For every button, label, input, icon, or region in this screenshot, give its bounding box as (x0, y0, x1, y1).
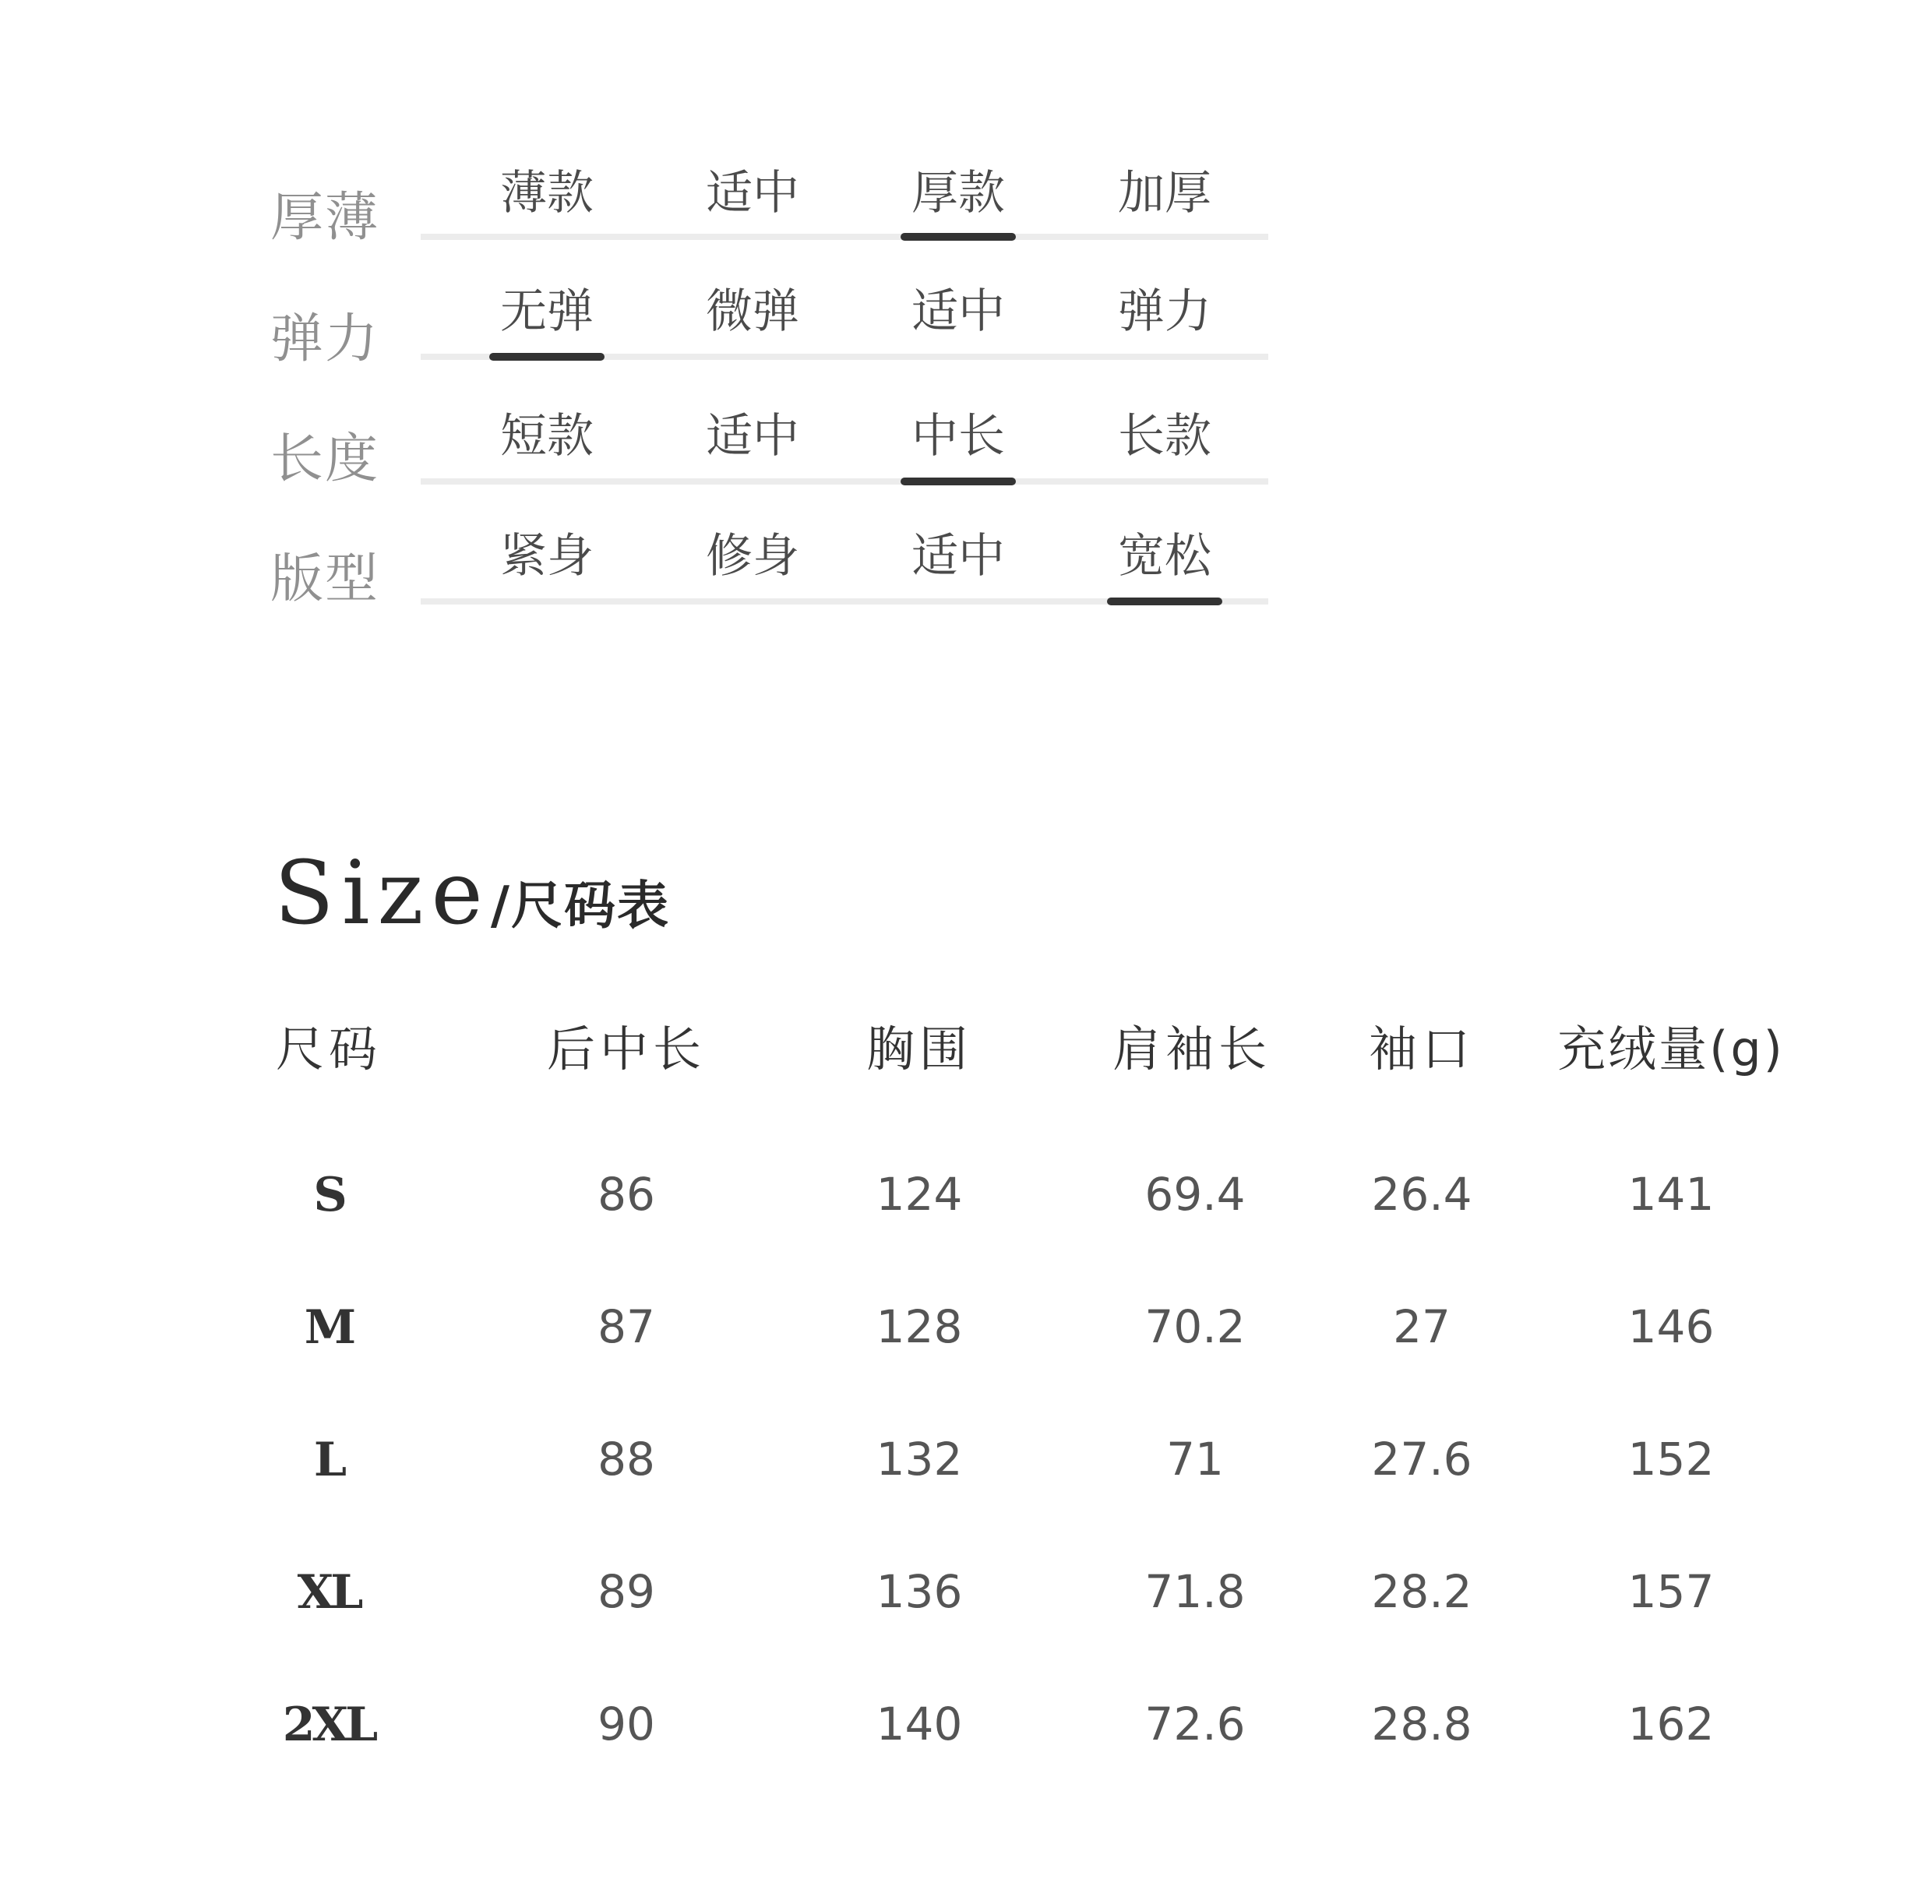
size-cell: L (313, 1433, 344, 1487)
attribute-option: 加厚 (1118, 166, 1211, 220)
attribute-option: 薄款 (500, 166, 594, 220)
table-cell: 27 (1393, 1300, 1451, 1353)
table-cell: 27.6 (1371, 1433, 1472, 1486)
size-cell: M (304, 1300, 354, 1355)
attribute-label: 版型 (270, 548, 380, 610)
attribute-track (421, 478, 1268, 485)
table-cell: 72.6 (1144, 1698, 1246, 1751)
table-cell: 89 (598, 1565, 655, 1618)
table-cell: 146 (1627, 1300, 1715, 1353)
attribute-option: 紧身 (500, 529, 594, 584)
attribute-selected-marker (901, 233, 1016, 241)
table-cell: 71 (1166, 1433, 1224, 1486)
table-cell: 28.2 (1371, 1565, 1472, 1618)
attribute-option: 短款 (500, 409, 594, 464)
table-cell: 70.2 (1144, 1300, 1246, 1353)
column-header: 袖口 (1368, 1021, 1475, 1077)
size-cell: XL (297, 1565, 361, 1620)
table-cell: 136 (876, 1565, 963, 1618)
table-cell: 88 (598, 1433, 655, 1486)
table-cell: 157 (1627, 1565, 1715, 1618)
table-cell: 152 (1627, 1433, 1715, 1486)
table-cell: 86 (598, 1168, 655, 1221)
column-header: 胸围 (866, 1021, 972, 1077)
table-cell: 162 (1627, 1698, 1715, 1751)
table-cell: 69.4 (1144, 1168, 1246, 1221)
attribute-option: 适中 (911, 529, 1005, 584)
column-header: 尺码 (275, 1021, 382, 1077)
size-chart-title (274, 843, 670, 944)
attribute-selected-marker (489, 353, 605, 361)
size-title-cn: /尺码表 (490, 875, 670, 936)
table-cell: 26.4 (1371, 1168, 1472, 1221)
attribute-selected-marker (1107, 598, 1222, 605)
table-cell: 132 (876, 1433, 963, 1486)
table-cell: 87 (598, 1300, 655, 1353)
attribute-option: 适中 (911, 284, 1005, 339)
attribute-label: 厚薄 (270, 187, 380, 249)
table-cell: 140 (876, 1698, 963, 1751)
size-cell: S (313, 1168, 344, 1222)
table-cell: 124 (876, 1168, 963, 1221)
attribute-track (421, 234, 1268, 240)
attribute-option: 无弹 (500, 284, 594, 339)
size-title-en: Size (274, 843, 491, 944)
attribute-option: 适中 (706, 409, 799, 464)
column-header: 充绒量(g) (1557, 1021, 1785, 1077)
attribute-option: 中长 (911, 409, 1005, 464)
attribute-selected-marker (901, 478, 1016, 485)
attribute-option: 长款 (1118, 409, 1211, 464)
attribute-label: 弹力 (270, 309, 380, 370)
attribute-option: 厚款 (911, 166, 1005, 220)
table-cell: 90 (598, 1698, 655, 1751)
column-header: 后中长 (546, 1021, 706, 1077)
attribute-option: 弹力 (1118, 284, 1211, 339)
table-cell: 71.8 (1144, 1565, 1246, 1618)
size-cell: 2XL (282, 1698, 375, 1752)
attribute-option: 适中 (706, 166, 799, 220)
attribute-label: 长度 (270, 428, 380, 490)
attribute-option: 微弹 (706, 284, 799, 339)
table-cell: 141 (1627, 1168, 1715, 1221)
attribute-option: 修身 (706, 529, 799, 584)
column-header: 肩袖长 (1112, 1021, 1271, 1077)
table-cell: 128 (876, 1300, 963, 1353)
attribute-option: 宽松 (1118, 529, 1211, 584)
table-cell: 28.8 (1371, 1698, 1472, 1751)
